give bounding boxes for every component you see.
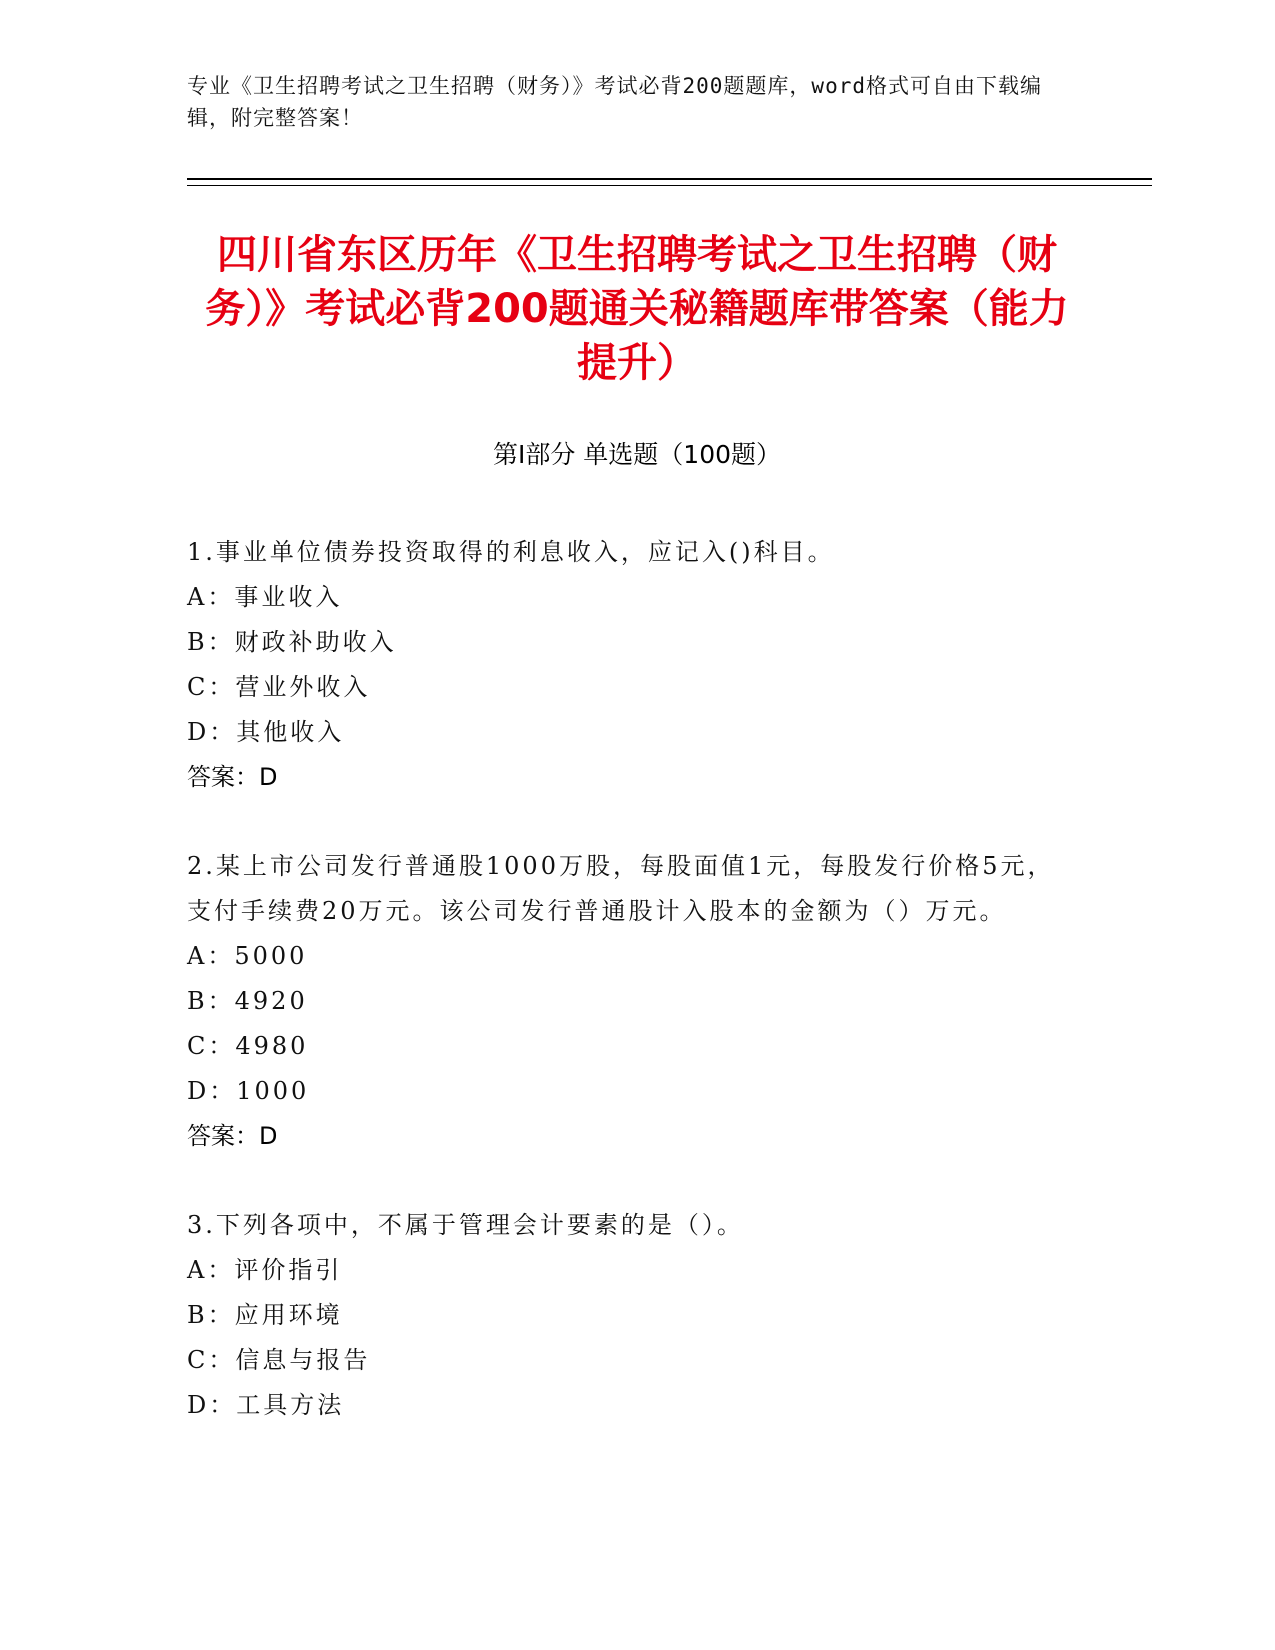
question-list	[187, 530, 1067, 1472]
answer-line: 答案：D	[187, 763, 278, 791]
answer-line: 答案：D	[187, 1122, 278, 1150]
option-b: B：财政补助收入	[187, 628, 397, 656]
header-rule-thick	[187, 178, 1152, 180]
question-3	[187, 1203, 1067, 1428]
option-b: B：4920	[187, 987, 308, 1015]
option-c: C：营业外收入	[187, 673, 371, 701]
option-d: D：1000	[187, 1077, 310, 1105]
option-a: A：5000	[187, 942, 308, 970]
section-heading: 第Ⅰ部分 单选题（100题）	[492, 440, 782, 469]
question-2	[187, 844, 1067, 1159]
question-stem: 3.下列各项中，不属于管理会计要素的是（）。	[187, 1211, 744, 1239]
document-title: 四川省东区历年《卫生招聘考试之卫生招聘（财务）》考试必背200题通关秘籍题库带答案（能力提升）	[205, 232, 1069, 386]
option-c: C：信息与报告	[187, 1346, 371, 1374]
option-b: B：应用环境	[187, 1301, 343, 1329]
option-d: D：其他收入	[187, 718, 345, 746]
option-a: A：评价指引	[187, 1256, 343, 1284]
option-d: D：工具方法	[187, 1391, 345, 1419]
question-1	[187, 530, 1067, 800]
option-c: C：4980	[187, 1032, 309, 1060]
question-stem: 1.事业单位债券投资取得的利息收入，应记入()科目。	[187, 538, 835, 566]
intro-text: 专业《卫生招聘考试之卫生招聘（财务）》考试必背200题题库，word格式可自由下载编辑，附完整答案！	[187, 74, 1042, 130]
header-rule-thin	[187, 185, 1152, 186]
option-a: A：事业收入	[187, 583, 343, 611]
question-stem: 2.某上市公司发行普通股1000万股，每股面值1元，每股发行价格5元，支付手续费20万元。该公司发行普通股计入股本的金额为（）万元。	[187, 852, 1055, 925]
